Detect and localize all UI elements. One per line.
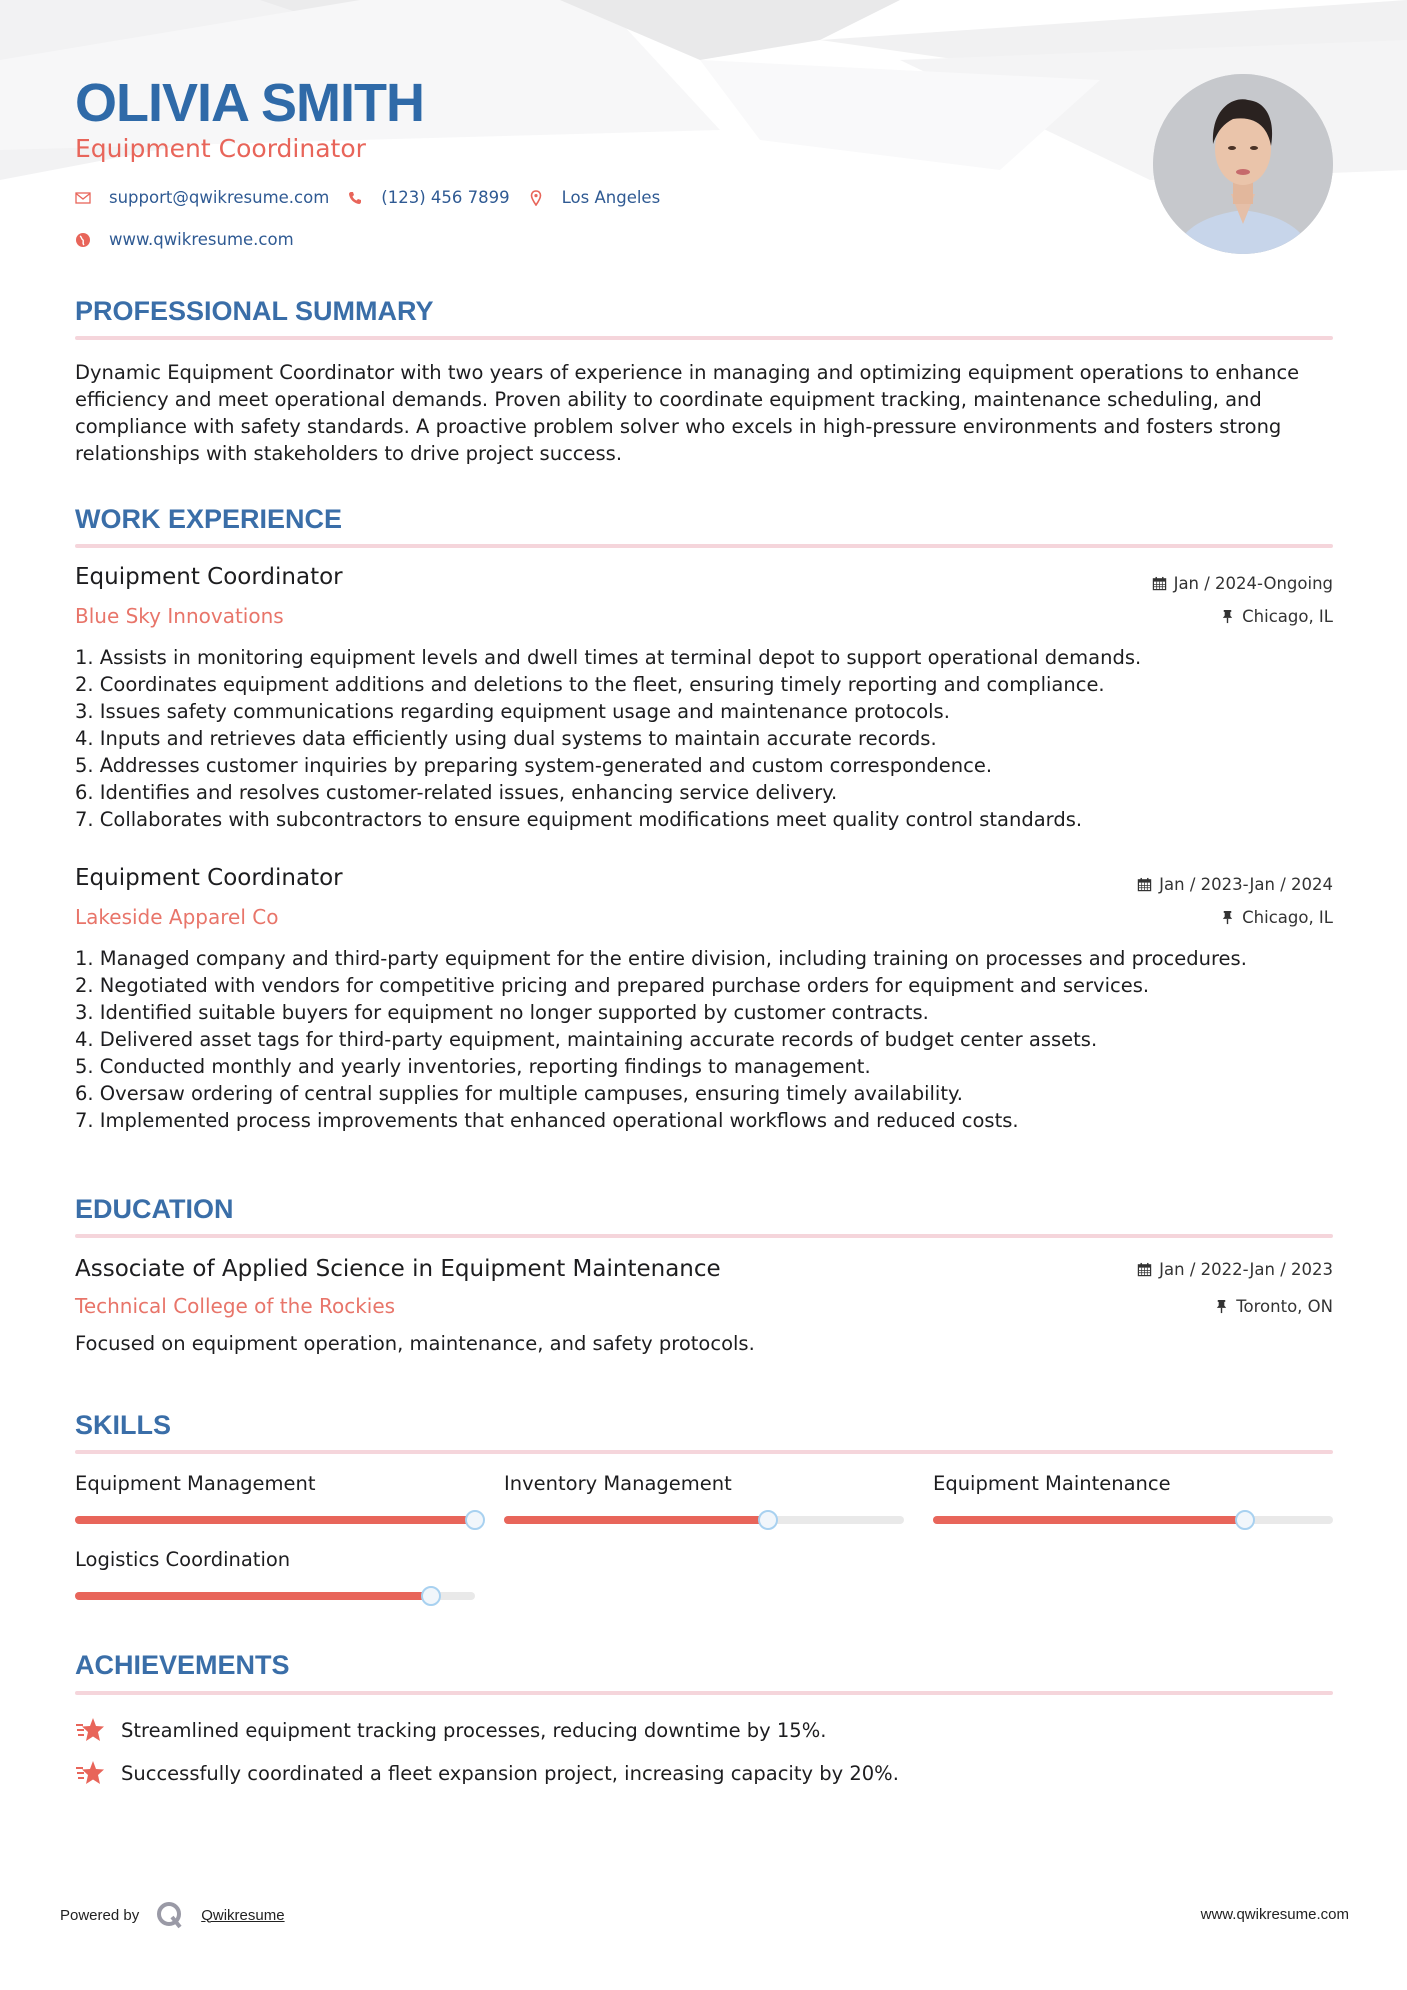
- portrait-image: [1153, 74, 1333, 254]
- bullet-item: 5. Conducted monthly and yearly inventories, reporting findings to management.: [75, 1055, 871, 1078]
- calendar-icon: [1137, 877, 1152, 892]
- education-location-text: Toronto, ON: [1236, 1297, 1333, 1316]
- bullet-item: 3. Issues safety communications regarding equipment usage and maintenance protocols.: [75, 700, 950, 723]
- website-text: www.qwikresume.com: [109, 230, 294, 249]
- bullet-item: 5. Addresses customer inquiries by preparing system-generated and custom correspondence.: [75, 754, 993, 777]
- job-bullets: [75, 644, 1335, 833]
- skills-heading: SKILLS: [75, 1410, 172, 1440]
- skill-label: Equipment Management: [75, 1472, 316, 1495]
- job-title: Equipment Coordinator: [75, 865, 343, 891]
- bullet-item: 7. Collaborates with subcontractors to ensure equipment modifications meet quality control standards.: [75, 808, 1083, 831]
- bullet-item: 4. Inputs and retrieves data efficiently using dual systems to maintain accurate records.: [75, 727, 937, 750]
- skill-bar: [75, 1516, 475, 1524]
- candidate-name: OLIVIA SMITH: [75, 73, 424, 133]
- section-divider: [75, 1691, 1333, 1695]
- contact-row: [75, 188, 678, 207]
- section-divider: [75, 1234, 1333, 1238]
- footer-website[interactable]: www.qwikresume.com: [1200, 1906, 1349, 1923]
- skill-bar-handle: [758, 1510, 778, 1530]
- company-name: Lakeside Apparel Co: [75, 905, 279, 929]
- phone-icon: [347, 190, 363, 206]
- education-dates: [1137, 1260, 1333, 1279]
- contact-email[interactable]: [75, 188, 329, 207]
- education-description: Focused on equipment operation, maintenance, and safety protocols.: [75, 1332, 755, 1355]
- contact-website[interactable]: [75, 230, 294, 249]
- profile-photo: [1153, 74, 1333, 254]
- contact-location: [528, 188, 661, 207]
- contact-row-website: [75, 230, 312, 249]
- job-dates: [1152, 574, 1333, 593]
- education-dates-text: Jan / 2022-Jan / 2023: [1159, 1260, 1333, 1279]
- bullet-item: 2. Negotiated with vendors for competitive pricing and prepared purchase orders for equipment and services.: [75, 974, 1150, 997]
- skill-bar-handle: [465, 1510, 485, 1530]
- experience-heading: WORK EXPERIENCE: [75, 504, 343, 534]
- bullet-item: 1. Assists in monitoring equipment levels and dwell times at terminal depot to support operational demands.: [75, 646, 1142, 669]
- achievement-item: [75, 1759, 899, 1787]
- star-icon: [75, 1716, 107, 1744]
- phone-text: (123) 456 7899: [381, 188, 510, 207]
- powered-by-label: Powered by: [60, 1906, 140, 1924]
- location-text: Los Angeles: [561, 188, 661, 207]
- footer-powered-by: [60, 1900, 285, 1930]
- contact-phone[interactable]: [347, 188, 509, 207]
- job-title: Equipment Coordinator: [75, 564, 343, 590]
- map-pin-icon: [528, 190, 544, 206]
- calendar-icon: [1137, 1262, 1152, 1277]
- calendar-icon: [1152, 576, 1167, 591]
- skill-bar-fill: [504, 1516, 768, 1524]
- skill-bar-handle: [421, 1586, 441, 1606]
- envelope-icon: [75, 190, 91, 206]
- achievement-text: Successfully coordinated a fleet expansion project, increasing capacity by 20%.: [121, 1761, 899, 1785]
- globe-icon: [75, 232, 91, 248]
- section-divider: [75, 544, 1333, 548]
- bullet-item: 3. Identified suitable buyers for equipment no longer supported by customer contracts.: [75, 1001, 929, 1024]
- achievement-item: [75, 1716, 826, 1744]
- summary-text: Dynamic Equipment Coordinator with two years of experience in managing and optimizing equipment operations to enhance efficiency and meet operational demands. Proven ability to coordinate equipment tracking, maintenance scheduling, and compliance with safety standards. A proactive problem solver who excels in high-pressure environments and fosters strong relationships with stakeholders to drive project success.: [75, 361, 1300, 465]
- skill-bar-fill: [933, 1516, 1245, 1524]
- degree-title: Associate of Applied Science in Equipment Maintenance: [75, 1256, 721, 1282]
- skill-item: [75, 1472, 475, 1495]
- skill-item: [933, 1472, 1333, 1495]
- job-location: [1220, 607, 1333, 626]
- skill-bar: [933, 1516, 1333, 1524]
- bullet-item: 4. Delivered asset tags for third-party equipment, maintaining accurate records of budget center assets.: [75, 1028, 1098, 1051]
- skill-item: [75, 1548, 475, 1571]
- pushpin-icon: [1214, 1299, 1229, 1314]
- achievements-heading: ACHIEVEMENTS: [75, 1650, 290, 1680]
- section-divider: [75, 1450, 1333, 1454]
- job-location-text: Chicago, IL: [1242, 908, 1333, 927]
- candidate-role: Equipment Coordinator: [75, 134, 366, 163]
- job-dates-text: Jan / 2024-Ongoing: [1173, 574, 1333, 593]
- section-divider: [75, 336, 1333, 340]
- job-bullets: [75, 945, 1335, 1134]
- education-heading: EDUCATION: [75, 1194, 234, 1224]
- skill-bar-fill: [75, 1592, 431, 1600]
- school-name: Technical College of the Rockies: [75, 1294, 396, 1318]
- email-text: support@qwikresume.com: [109, 188, 330, 207]
- education-location: [1214, 1297, 1333, 1316]
- bullet-item: 7. Implemented process improvements that enhanced operational workflows and reduced costs.: [75, 1109, 1019, 1132]
- bullet-item: 2. Coordinates equipment additions and deletions to the fleet, ensuring timely reporting and compliance.: [75, 673, 1105, 696]
- company-name: Blue Sky Innovations: [75, 604, 284, 628]
- pushpin-icon: [1220, 910, 1235, 925]
- bullet-item: 1. Managed company and third-party equipment for the entire division, including training on processes and procedures.: [75, 947, 1247, 970]
- skill-item: [504, 1472, 904, 1495]
- bullet-item: 6. Identifies and resolves customer-related issues, enhancing service delivery.: [75, 781, 838, 804]
- achievement-text: Streamlined equipment tracking processes, reducing downtime by 15%.: [121, 1718, 827, 1742]
- summary-heading: PROFESSIONAL SUMMARY: [75, 296, 434, 326]
- bullet-item: 6. Oversaw ordering of central supplies for multiple campuses, ensuring timely availability.: [75, 1082, 963, 1105]
- job-dates: [1137, 875, 1333, 894]
- star-icon: [75, 1759, 107, 1787]
- skill-bar-fill: [75, 1516, 475, 1524]
- skill-label: Inventory Management: [504, 1472, 732, 1495]
- skill-label: Logistics Coordination: [75, 1548, 291, 1571]
- skill-bar-handle: [1235, 1510, 1255, 1530]
- skill-label: Equipment Maintenance: [933, 1472, 1171, 1495]
- qwikresume-link[interactable]: Qwikresume: [201, 1906, 285, 1924]
- job-dates-text: Jan / 2023-Jan / 2024: [1159, 875, 1333, 894]
- pushpin-icon: [1220, 609, 1235, 624]
- job-location: [1220, 908, 1333, 927]
- skill-bar: [75, 1592, 475, 1600]
- skill-bar: [504, 1516, 904, 1524]
- job-location-text: Chicago, IL: [1242, 607, 1333, 626]
- qwikresume-logo-icon: [155, 1900, 185, 1930]
